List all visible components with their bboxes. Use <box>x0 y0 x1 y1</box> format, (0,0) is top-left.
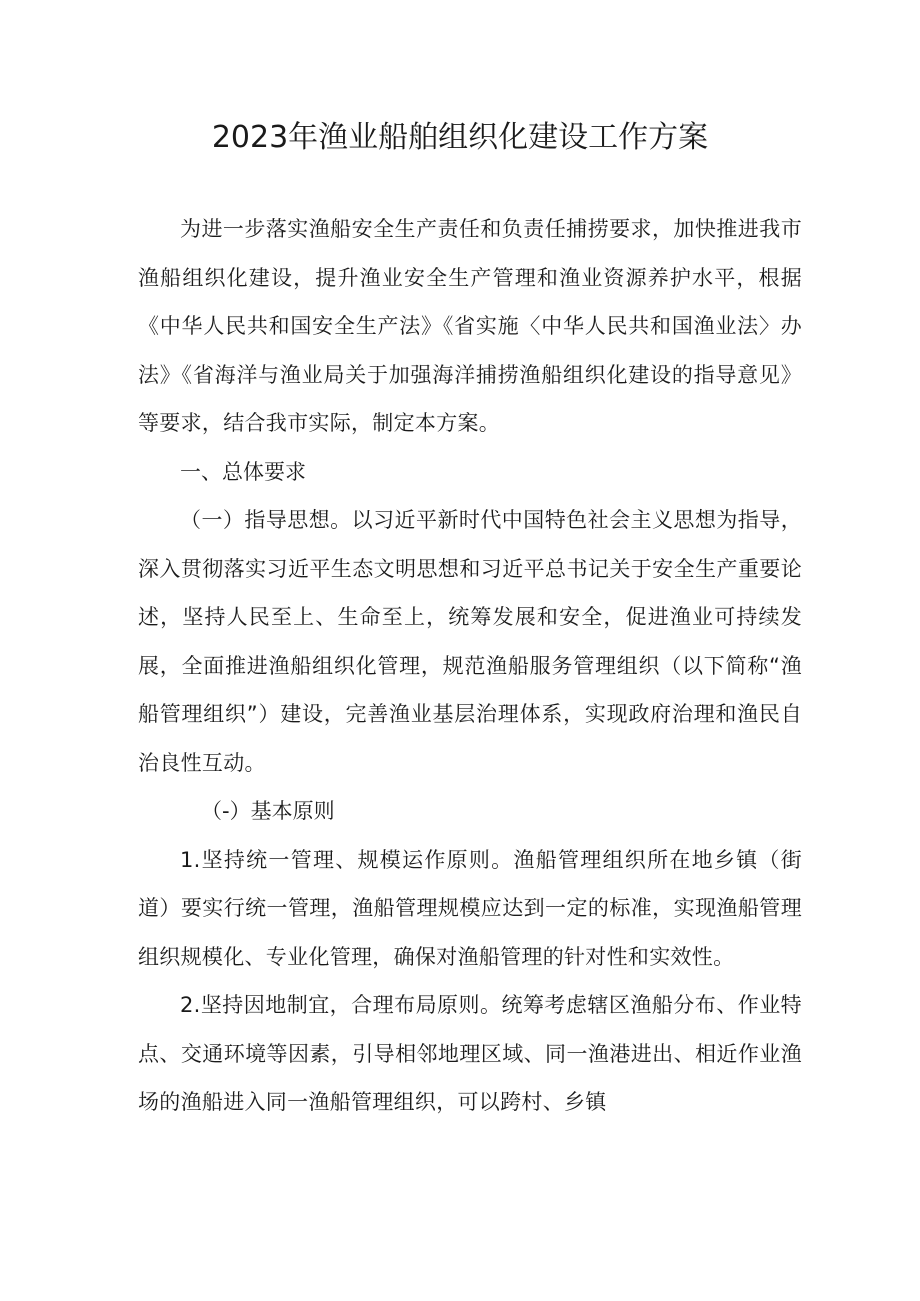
guiding-ideology-paragraph: （一）指导思想。以习近平新时代中国特色社会主义思想为指导，深入贯彻落实习近平生态文明思想和习近平总书记关于安全生产重要论述，坚持人民至上、生命至上，统筹发展和安全，促进渔业可持续发展，全面推进渔船组织化管理，规范渔船服务管理组织（以下简称“渔船管理组织”）建设，完善渔业基层治理体系，实现政府治理和渔民自治良性互动。 <box>138 508 802 775</box>
intro-paragraph: 为进一步落实渔船安全生产责任和负责任捕捞要求，加快推进我市渔船组织化建设，提升渔业安全生产管理和渔业资源养护水平，根据《中华人民共和国安全生产法》《省实施〈中华人民共和国渔业法〉办法》《省海洋与渔业局关于加强海洋捕捞渔船组织化建设的指导意见》等要求，结合我市实际，制定本方案。 <box>138 217 802 435</box>
section-heading-general-requirements: 一、总体要求 <box>180 459 306 484</box>
document-body <box>138 205 802 1127</box>
principle-2-paragraph: 2.坚持因地制宜，合理布局原则。统筹考虑辖区渔船分布、作业特点、交通环境等因素，引导相邻地理区域、同一渔港进出、相近作业渔场的渔船进入同一渔船管理组织，可以跨村、乡镇 <box>138 993 802 1114</box>
document-title: 2023年渔业船舶组织化建设工作方案 <box>211 120 709 155</box>
principle-1-paragraph: 1.坚持统一管理、规模运作原则。渔船管理组织所在地乡镇（街道）要实行统一管理，渔船管理规模应达到一定的标准，实现渔船管理组织规模化、专业化管理，确保对渔船管理的针对性和实效性。 <box>138 847 802 969</box>
subheading-basic-principles: （-）基本原则 <box>201 799 335 823</box>
